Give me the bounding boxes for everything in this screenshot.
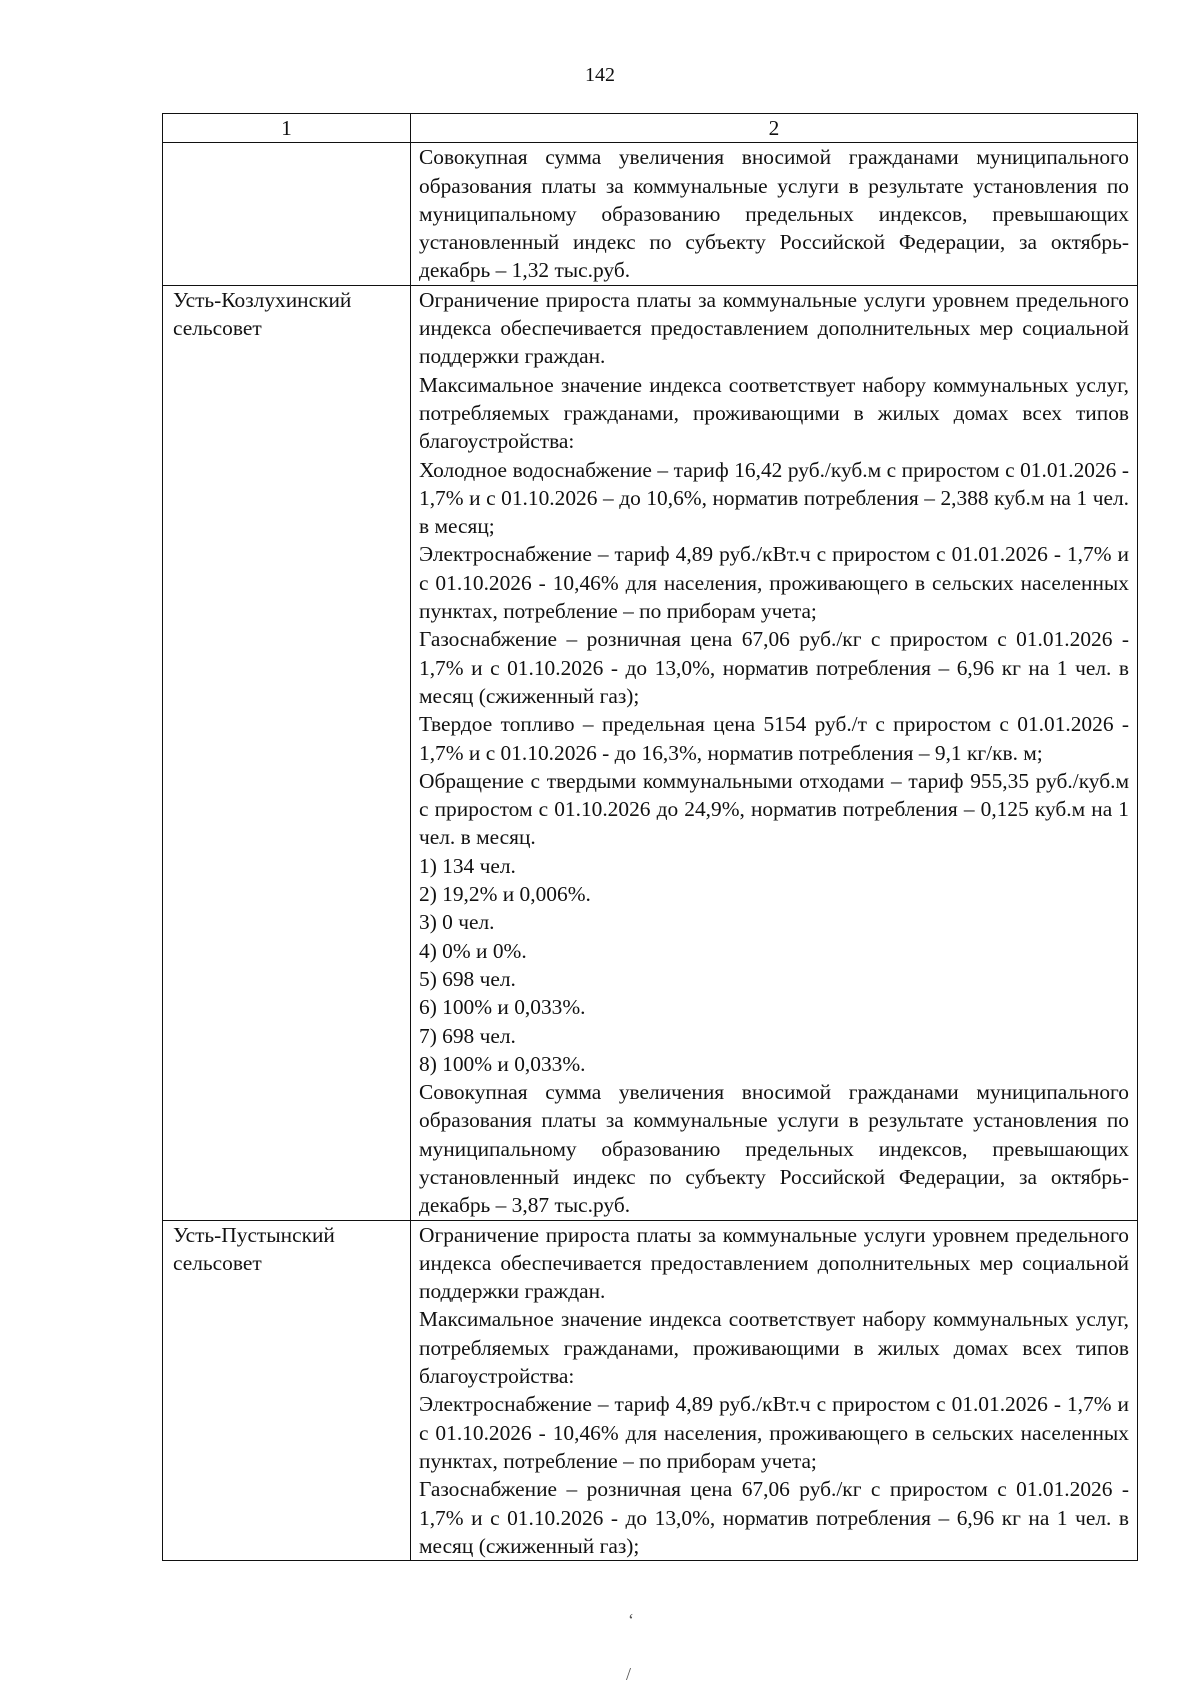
table-row: [163, 285, 1138, 1220]
numbered-item: 8) 100% и 0,033%.: [419, 1051, 586, 1076]
page-number: 142: [585, 64, 615, 86]
paragraph: Совокупная сумма увеличения вносимой гражданами муниципального образования платы за коммунальные услуги в результате установления по муниципальному образованию предельных индексов, превышающих установленный индекс по субъекту Российской Федерации, за октябрь-декабрь – 1,32 тыс.руб.: [419, 145, 1129, 283]
paragraph: Холодное водоснабжение – тариф 16,42 руб./куб.м с приростом с 01.01.2026 - 1,7% и с 01.10.2026 – до 10,6%, норматив потребления – 2,388 куб.м на 1 чел. в месяц;: [419, 457, 1129, 539]
scan-mark: /: [626, 1664, 632, 1684]
numbered-item: 3) 0 чел.: [419, 910, 495, 935]
numbered-item: 1) 134 чел.: [419, 853, 516, 878]
numbered-item: 5) 698 чел.: [419, 966, 516, 991]
numbered-item: 2) 19,2% и 0,006%.: [419, 882, 591, 907]
paragraph: Ограничение прироста платы за коммунальные услуги уровнем предельного индекса обеспечивается предоставлением дополнительных мер социальной поддержки граждан.: [419, 287, 1129, 369]
numbered-item: 6) 100% и 0,033%.: [419, 995, 586, 1020]
paragraph: Электроснабжение – тариф 4,89 руб./кВт.ч с приростом с 01.01.2026 - 1,7% и с 01.10.2026 - 10,46% для населения, проживающего в сельских населенных пунктах, потребление – по приборам учета;: [419, 1392, 1129, 1473]
closing-paragraph: Совокупная сумма увеличения вносимой гражданами муниципального образования платы за коммунальные услуги в результате установления по муниципальному образованию предельных индексов, превышающих установленный индекс по субъекту Российской Федерации, за октябрь-декабрь – 3,87 тыс.руб.: [419, 1080, 1129, 1218]
municipality-cell: [163, 143, 411, 285]
column-header-2: 2: [411, 114, 1138, 143]
description-cell: [411, 285, 1138, 1220]
municipality-cell: Усть-Пустынский сельсовет: [163, 1220, 411, 1561]
description-cell: [411, 1220, 1138, 1561]
paragraph: Обращение с твердыми коммунальными отходами – тариф 955,35 руб./куб.м с приростом с 01.10.2026 до 24,9%, норматив потребления – 0,125 куб.м на 1 чел. в месяц.: [419, 768, 1129, 850]
paragraph: Ограничение прироста платы за коммунальные услуги уровнем предельного индекса обеспечивается предоставлением дополнительных мер социальной поддержки граждан.: [419, 1222, 1129, 1304]
table-header-row: [163, 114, 1138, 143]
paragraph: Электроснабжение – тариф 4,89 руб./кВт.ч с приростом с 01.01.2026 - 1,7% и с 01.10.2026 - 10,46% для населения, проживающего в сельских населенных пунктах, потребление – по приборам учета;: [419, 542, 1129, 624]
paragraph: Газоснабжение – розничная цена 67,06 руб./кг с приростом с 01.01.2026 - 1,7% и с 01.10.2026 - до 13,0%, норматив потребления – 6,96 кг на 1 чел. в месяц (сжиженный газ);: [419, 627, 1129, 708]
paragraph: Твердое топливо – предельная цена 5154 руб./т с приростом с 01.01.2026 - 1,7% и с 01.10.2026 - до 16,3%, норматив потребления – 9,1 кг/кв. м;: [419, 712, 1129, 765]
table-row: [163, 1220, 1138, 1561]
paragraph: Максимальное значение индекса соответствует набору коммунальных услуг, потребляемых гражданами, проживающими в жилых домах всех типов благоустройства:: [419, 372, 1129, 454]
scan-mark: ‘: [628, 1610, 634, 1630]
description-cell: [411, 143, 1138, 285]
document-table: [162, 113, 1138, 1561]
numbered-item: 4) 0% и 0%.: [419, 938, 527, 963]
paragraph: Газоснабжение – розничная цена 67,06 руб./кг с приростом с 01.01.2026 - 1,7% и с 01.10.2026 - до 13,0%, норматив потребления – 6,96 кг на 1 чел. в месяц (сжиженный газ);: [419, 1477, 1129, 1558]
paragraph: Максимальное значение индекса соответствует набору коммунальных услуг, потребляемых гражданами, проживающими в жилых домах всех типов благоустройства:: [419, 1307, 1129, 1389]
column-header-1: 1: [163, 114, 411, 143]
numbered-item: 7) 698 чел.: [419, 1023, 516, 1048]
municipality-cell: Усть-Козлухинский сельсовет: [163, 285, 411, 1220]
table-row: [163, 143, 1138, 285]
